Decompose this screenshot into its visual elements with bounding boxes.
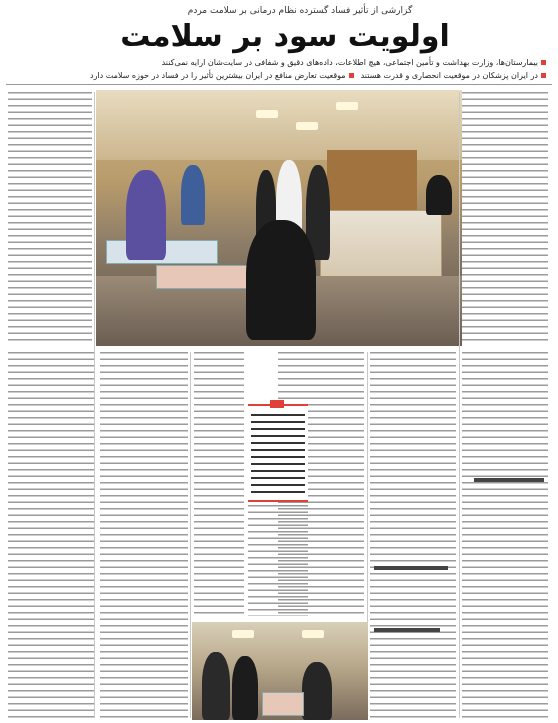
visitor-figure (202, 652, 230, 720)
hospital-corridor-photo (192, 622, 368, 720)
headline: اولویت سود بر سلامت (120, 19, 450, 54)
header-rule (6, 84, 552, 85)
text-column (248, 505, 308, 616)
ceiling-light (302, 630, 324, 638)
bullet-icon (349, 73, 354, 78)
sub-heading (374, 628, 440, 632)
visitor-figure (232, 656, 258, 720)
sub-heading (374, 566, 448, 570)
ceiling-light (256, 110, 278, 118)
lead-item-1 (162, 58, 546, 67)
lead-item-3 (90, 71, 354, 80)
text-column (370, 352, 456, 718)
text-column (462, 352, 548, 718)
ceiling-light (232, 630, 254, 638)
text-column (462, 92, 548, 344)
text-column (8, 352, 94, 718)
kicker-text: گزارشی از تأثیر فساد گسترده نظام درمانی بر سلامت مردم (187, 6, 413, 16)
text-column (194, 352, 244, 616)
ceiling-light (296, 122, 318, 130)
column-divider (459, 92, 460, 718)
lead-item-3-text: موقعیت تعارض منافع در ایران بیشترین تأثیر را در فساد در حوزه سلامت دارد (90, 71, 346, 80)
bullet-icon (541, 73, 546, 78)
sub-heading (474, 478, 544, 482)
text-column (100, 352, 188, 718)
column-divider (94, 92, 95, 718)
ceiling-light (336, 102, 358, 110)
quote-mark-icon (270, 400, 284, 408)
pull-quote (248, 404, 308, 502)
patient-bed (262, 692, 304, 716)
column-divider (190, 352, 191, 718)
bullet-icon (541, 60, 546, 65)
text-column (8, 92, 92, 344)
pull-quote-text (251, 414, 305, 494)
staff-figure (426, 175, 452, 215)
lead-item-2 (361, 71, 546, 80)
patient-figure (181, 165, 205, 225)
visitor-figure (302, 662, 332, 720)
lead-item-2-text: در ایران پزشکان در موقعیت انحصاری و قدرت هستند (360, 71, 538, 80)
hospital-ward-photo (96, 90, 462, 346)
lead-item-1-text: بیمارستان‌ها، وزارت بهداشت و تأمین اجتماعی، هیچ اطلاعات، داده‌های دقیق و شفافی در سایت‌شان ارایه نمی‌کنند (161, 58, 538, 67)
patient-figure (126, 170, 166, 260)
woman-in-chador-figure (246, 220, 316, 340)
